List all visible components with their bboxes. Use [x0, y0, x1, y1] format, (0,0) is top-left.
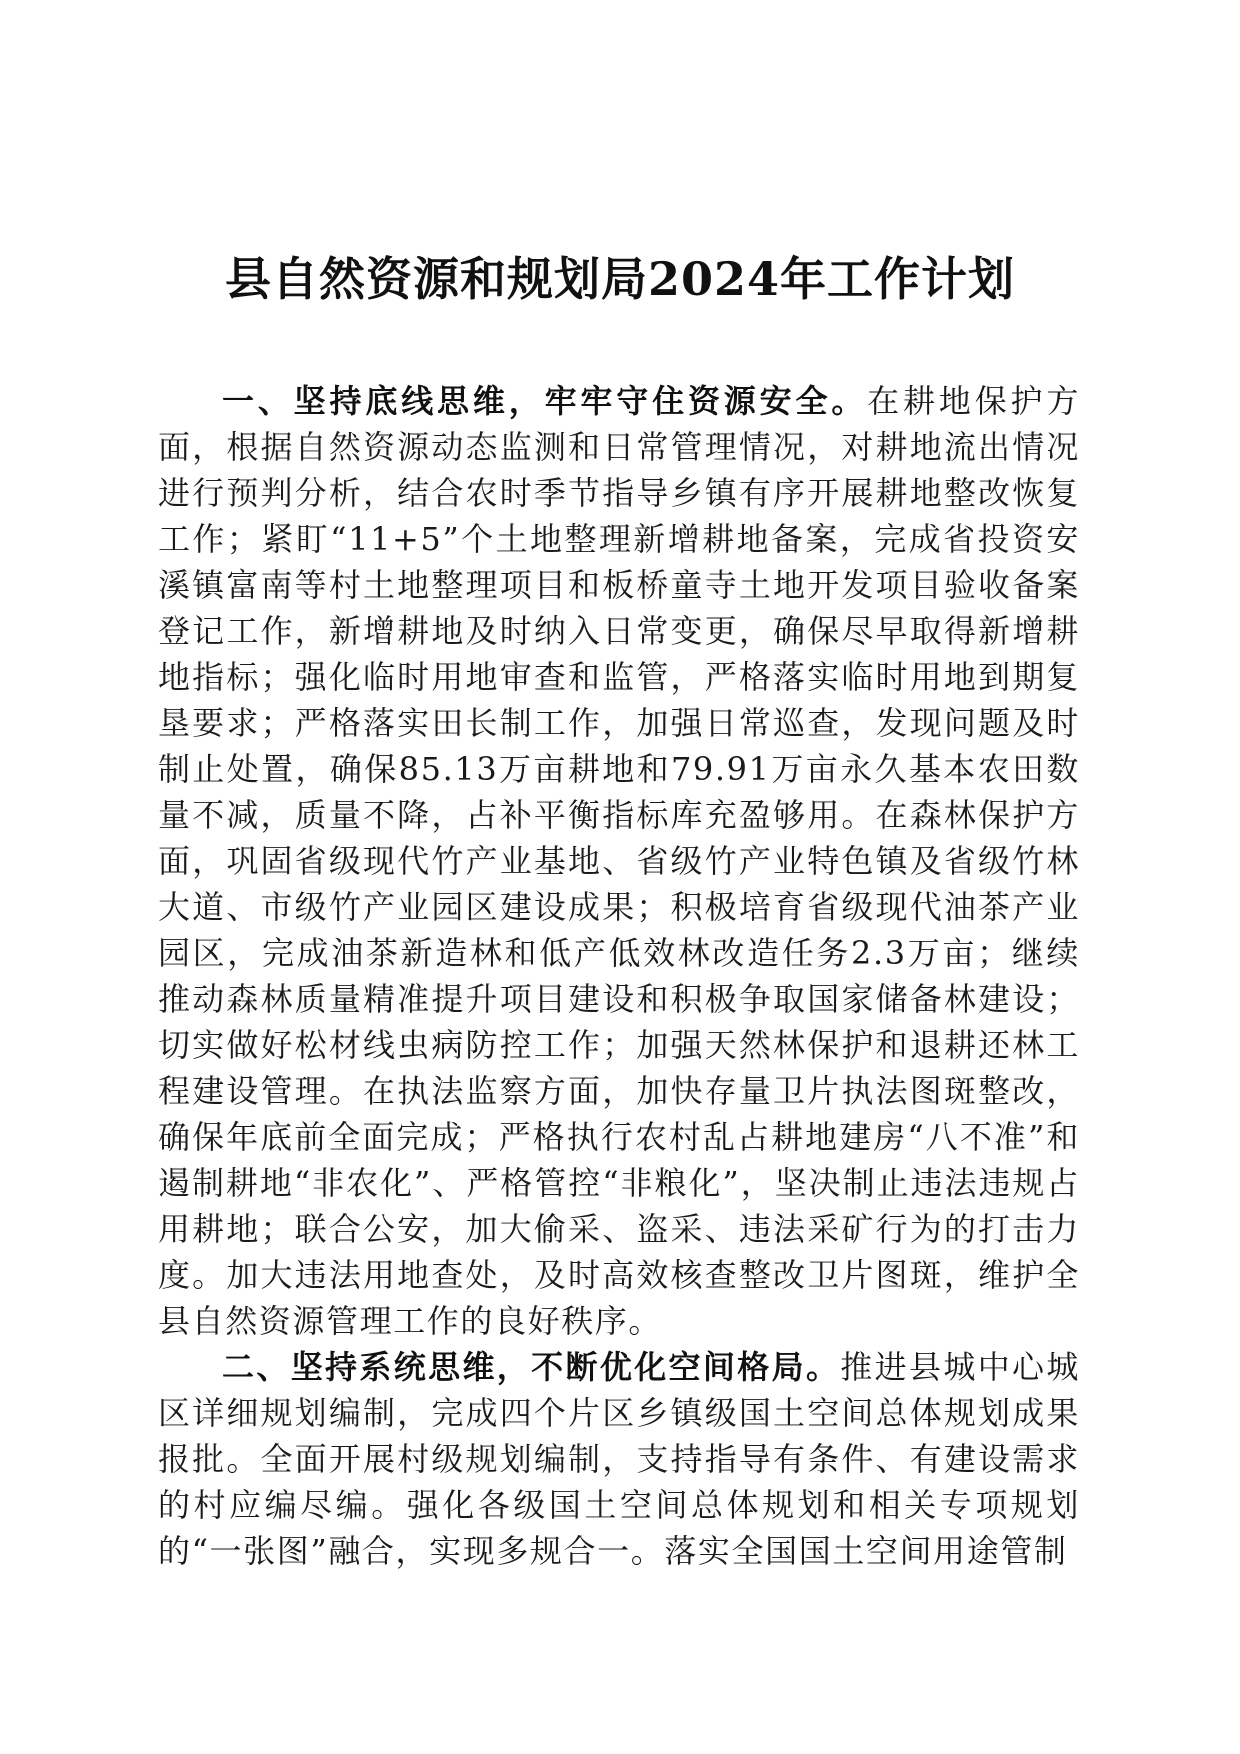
- section-heading-1: 一、坚持底线思维，牢牢守住资源安全。: [222, 382, 868, 420]
- document-body: [158, 378, 1080, 1574]
- section-heading-2: 二、坚持系统思维，不断优化空间格局。: [222, 1348, 841, 1386]
- section-paragraph-2: [158, 1344, 1080, 1574]
- document-title: 县自然资源和规划局2024年工作计划: [224, 252, 1016, 306]
- section-body-1: 在耕地保护方面，根据自然资源动态监测和日常管理情况，对耕地流出情况进行预判分析，结合农时季节指导乡镇有序开展耕地整改恢复工作；紧盯“11+5”个土地整理新增耕地备案，完成省投资安溪镇富南等村土地整理项目和板桥童寺土地开发项目验收备案登记工作，新增耕地及时纳入日常变更，确保尽早取得新增耕地指标；强化临时用地审查和监管，严格落实临时用地到期复垦要求；严格落实田长制工作，加强日常巡查，发现问题及时制止处置，确保85.13万亩耕地和79.91万亩永久基本农田数量不减，质量不降，占补平衡指标库充盈够用。在森林保护方面，巩固省级现代竹产业基地、省级竹产业特色镇及省级竹林大道、市级竹产业园区建设成果；积极培育省级现代油茶产业园区，完成油茶新造林和低产低效林改造任务2.3万亩；继续推动森林质量精准提升项目建设和积极争取国家储备林建设；切实做好松材线虫病防控工作；加强天然林保护和退耕还林工程建设管理。在执法监察方面，加快存量卫片执法图斑整改，确保年底前全面完成；严格执行农村乱占耕地建房“八不准”和遏制耕地“非农化”、严格管控“非粮化”，坚决制止违法违规占用耕地；联合公安，加大偷采、盗采、违法采矿行为的打击力度。加大违法用地查处，及时高效核查整改卫片图斑，维护全县自然资源管理工作的良好秩序。: [158, 382, 1080, 1340]
- section-body-2: 推进县城中心城区详细规划编制，完成四个片区乡镇级国土空间总体规划成果报批。全面开展村级规划编制，支持指导有条件、有建设需求的村应编尽编。强化各级国土空间总体规划和相关专项规划的“一张图”融合，实现多规合一。落实全国国土空间用途管制: [158, 1348, 1080, 1570]
- section-paragraph-1: [158, 378, 1080, 1344]
